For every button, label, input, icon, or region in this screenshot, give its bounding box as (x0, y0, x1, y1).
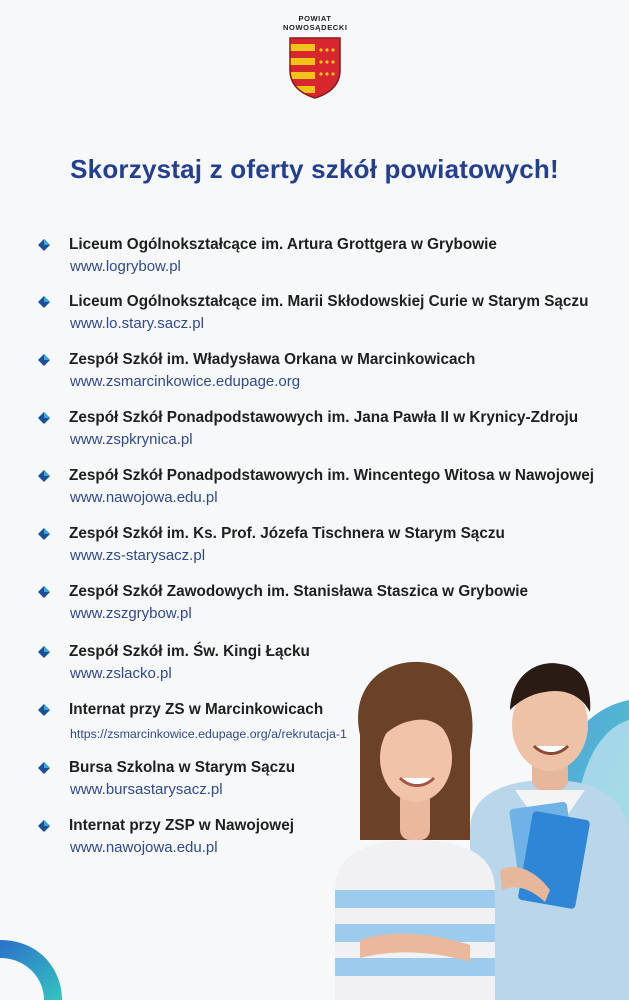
school-link[interactable]: www.lo.stary.sacz.pl (70, 315, 204, 332)
school-link[interactable]: https://zsmarcinkowice.edupage.org/a/rekrutacja-1 (70, 727, 347, 741)
diamond-bullet-icon (38, 470, 50, 482)
school-link[interactable]: www.bursastarysacz.pl (70, 781, 223, 798)
school-name: Zespół Szkół Zawodowych im. Stanisława Staszica w Grybowie (69, 583, 529, 600)
list-item (38, 351, 618, 397)
school-name: Liceum Ogólnokształcące im. Artura Grottgera w Grybowie (69, 236, 497, 253)
diamond-bullet-icon (38, 354, 50, 366)
school-name: Liceum Ogólnokształcące im. Marii Skłodowskiej Curie w Starym Sączu (69, 293, 589, 310)
school-link[interactable]: www.logrybow.pl (70, 258, 181, 275)
school-link[interactable]: www.nawojowa.edu.pl (70, 839, 218, 856)
school-link[interactable]: www.zsmarcinkowice.edupage.org (70, 373, 301, 390)
diamond-bullet-icon (38, 586, 50, 598)
school-name: Zespół Szkół Ponadpodstawowych im. Wincentego Witosa w Nawojowej (69, 467, 594, 484)
logo (283, 14, 347, 100)
diamond-bullet-icon (38, 820, 50, 832)
coat-of-arms-icon (288, 36, 342, 100)
school-name: Zespół Szkół im. Św. Kingi Łącku (69, 643, 310, 660)
diamond-bullet-icon (38, 239, 50, 251)
school-link[interactable]: www.zspkrynica.pl (70, 431, 193, 448)
school-name: Zespół Szkół Ponadpodstawowych im. Jana Pawła II w Krynicy-Zdroju (69, 409, 579, 426)
school-link[interactable]: www.zslacko.pl (70, 665, 172, 682)
school-link[interactable]: www.nawojowa.edu.pl (70, 489, 218, 506)
school-name: Internat przy ZSP w Nawojowej (69, 817, 294, 834)
diamond-bullet-icon (38, 412, 50, 424)
school-link[interactable]: www.zszgrybow.pl (70, 605, 192, 622)
list-item (38, 525, 618, 571)
diamond-bullet-icon (38, 762, 50, 774)
page-title: Skorzystaj z oferty szkół powiatowych! (70, 154, 559, 184)
list-item (38, 583, 618, 629)
list-item (38, 467, 618, 513)
school-name: Zespół Szkół im. Ks. Prof. Józefa Tischnera w Starym Sączu (69, 525, 505, 542)
diamond-bullet-icon (38, 646, 50, 658)
students-photo (320, 640, 629, 1000)
org-name-line2: NOWOSĄDECKI (283, 23, 348, 32)
wave-decoration-left (0, 930, 70, 1000)
diamond-bullet-icon (38, 296, 50, 308)
org-name-line1: POWIAT (298, 14, 332, 23)
school-name: Bursa Szkolna w Starym Sączu (69, 759, 296, 776)
diamond-bullet-icon (38, 528, 50, 540)
school-link[interactable]: www.zs-starysacz.pl (70, 547, 206, 564)
list-item (38, 293, 618, 339)
school-name: Zespół Szkół im. Władysława Orkana w Marcinkowicach (69, 351, 476, 368)
diamond-bullet-icon (38, 704, 50, 716)
list-item (38, 409, 618, 455)
list-item (38, 236, 618, 282)
school-name: Internat przy ZS w Marcinkowicach (69, 701, 324, 718)
